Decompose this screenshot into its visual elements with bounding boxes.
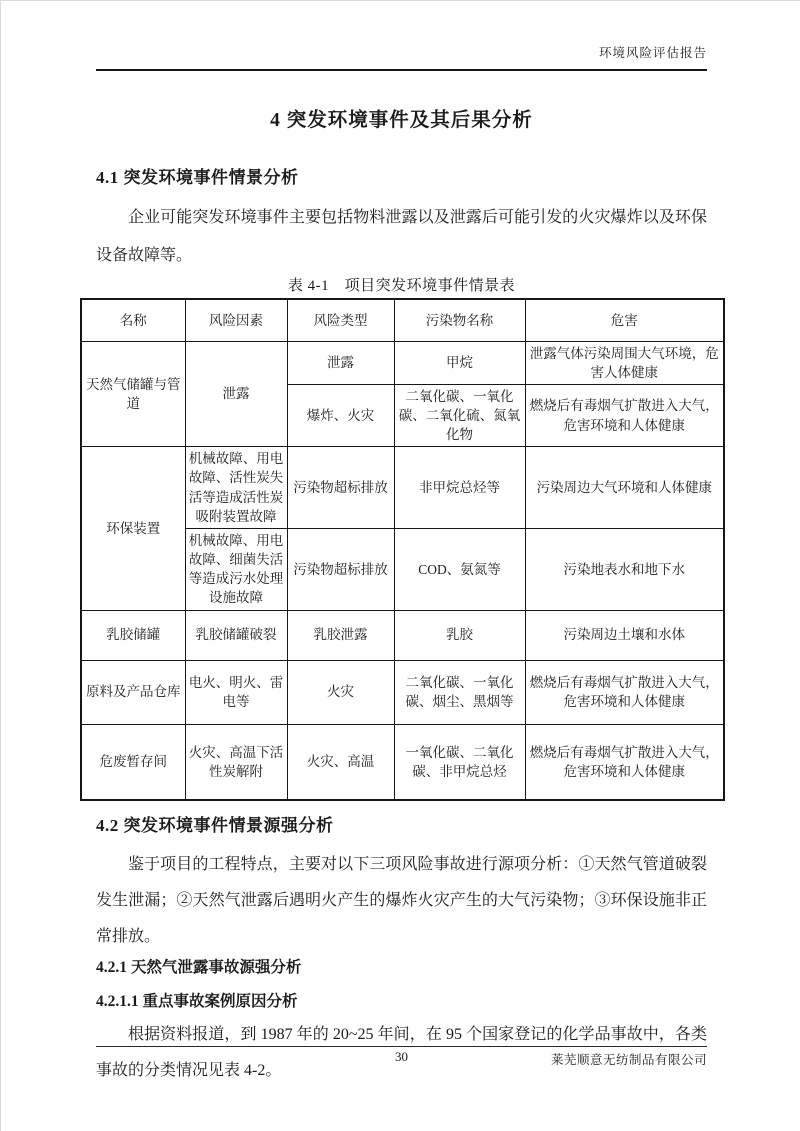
table-row: [81, 660, 724, 724]
cell-r1-name: 天然气储罐与管道: [81, 341, 185, 447]
table-header-row: [81, 299, 724, 341]
cell-r3-factor: 乳胶储罐破裂: [185, 610, 287, 660]
cell-r2b-pollutant: COD、氨氮等: [394, 528, 525, 610]
cell-r2a-harm: 污染周边大气环境和人体健康: [525, 447, 724, 529]
cell-r5-name: 危废暂存间: [81, 724, 185, 800]
col-header-pollutant: 污染物名称: [394, 299, 525, 341]
cell-r1b-harm: 燃烧后有毒烟气扩散进入大气，危害环境和人体健康: [525, 384, 724, 446]
cell-r5-pollutant: 一氧化碳、二氧化碳、非甲烷总烃: [394, 724, 525, 800]
col-header-harm: 危害: [525, 299, 724, 341]
cell-r2a-factor: 机械故障、用电故障、活性炭失活等造成活性炭吸附装置故障: [185, 447, 287, 529]
cell-r2b-factor: 机械故障、用电故障、细菌失活等造成污水处理设施故障: [185, 528, 287, 610]
cell-r1b-pollutant: 二氧化碳、一氧化碳、二氧化硫、氮氧化物: [394, 384, 525, 446]
scenario-table: [80, 298, 725, 801]
cell-r5-harm: 燃烧后有毒烟气扩散进入大气，危害环境和人体健康: [525, 724, 724, 800]
cell-r1a-harm: 泄露气体污染周围大气环境，危害人体健康: [525, 341, 724, 384]
cell-r1-factor: 泄露: [185, 341, 287, 447]
footer-inner: [96, 1047, 707, 1068]
cell-r5-factor: 火灾、高温下活性炭解附: [185, 724, 287, 800]
section-4-1-paragraph: 企业可能突发环境事件主要包括物料泄露以及泄露后可能引发的火灾爆炸以及环保设备故障等。: [96, 209, 707, 264]
section-4-2-paragraph: 鉴于项目的工程特点，主要对以下三项风险事故进行源项分析：①天然气管道破裂发生泄漏；②天然气泄露后遇明火产生的爆炸火灾产生的大气污染物；③环保设施非正常排放。: [96, 856, 707, 946]
cell-r2b-type: 污染物超标排放: [287, 528, 394, 610]
cell-r1b-type: 爆炸、火灾: [287, 384, 394, 446]
cell-r4-factor: 电火、明火、雷电等: [185, 660, 287, 724]
cell-r2b-harm: 污染地表水和地下水: [525, 528, 724, 610]
cell-r2-name: 环保装置: [81, 447, 185, 610]
table-caption: 表 4-1 项目突发环境事件情景表: [287, 278, 516, 294]
cell-r2a-type: 污染物超标排放: [287, 447, 394, 529]
cell-r4-name: 原料及产品仓库: [81, 660, 185, 724]
table-row: [81, 447, 724, 529]
section-4-2-1-1-paragraph: 根据资料报道，到 1987 年的 20~25 年间，在 95 个国家登记的化学品事故中，各类事故的分类情况见表 4-2。: [96, 1026, 707, 1080]
cell-r5-type: 火灾、高温: [287, 724, 394, 800]
section-4-2-1-heading: 4.2.1 天然气泄露事故源强分析: [96, 959, 302, 977]
footer-company-name: 莱芜顺意无纺制品有限公司: [550, 1053, 707, 1067]
table-row: [81, 724, 724, 800]
col-header-name: 名称: [81, 299, 185, 341]
page-footer: [96, 1046, 707, 1068]
cell-r3-name: 乳胶储罐: [81, 610, 185, 660]
cell-r1a-type: 泄露: [287, 341, 394, 384]
col-header-type: 风险类型: [287, 299, 394, 341]
cell-r4-pollutant: 二氧化碳、一氧化碳、烟尘、黑烟等: [394, 660, 525, 724]
col-header-factor: 风险因素: [185, 299, 287, 341]
page-number: 30: [395, 1049, 408, 1064]
table-row: [81, 341, 724, 384]
running-header: 环境风险评估报告: [96, 45, 707, 71]
cell-r3-type: 乳胶泄露: [287, 610, 394, 660]
section-4-2-1-1-heading: 4.2.1.1 重点事故案例原因分析: [96, 993, 298, 1011]
table-row: [81, 610, 724, 660]
cell-r2a-pollutant: 非甲烷总烃等: [394, 447, 525, 529]
cell-r3-harm: 污染周边土壤和水体: [525, 610, 724, 660]
cell-r4-type: 火灾: [287, 660, 394, 724]
section-4-1-heading: 4.1 突发环境事件情景分析: [96, 168, 299, 187]
section-4-2-heading: 4.2 突发环境事件情景源强分析: [96, 816, 334, 836]
chapter-title: 4 突发环境事件及其后果分析: [270, 110, 533, 131]
cell-r3-pollutant: 乳胶: [394, 610, 525, 660]
cell-r4-harm: 燃烧后有毒烟气扩散进入大气，危害环境和人体健康: [525, 660, 724, 724]
cell-r1a-pollutant: 甲烷: [394, 341, 525, 384]
